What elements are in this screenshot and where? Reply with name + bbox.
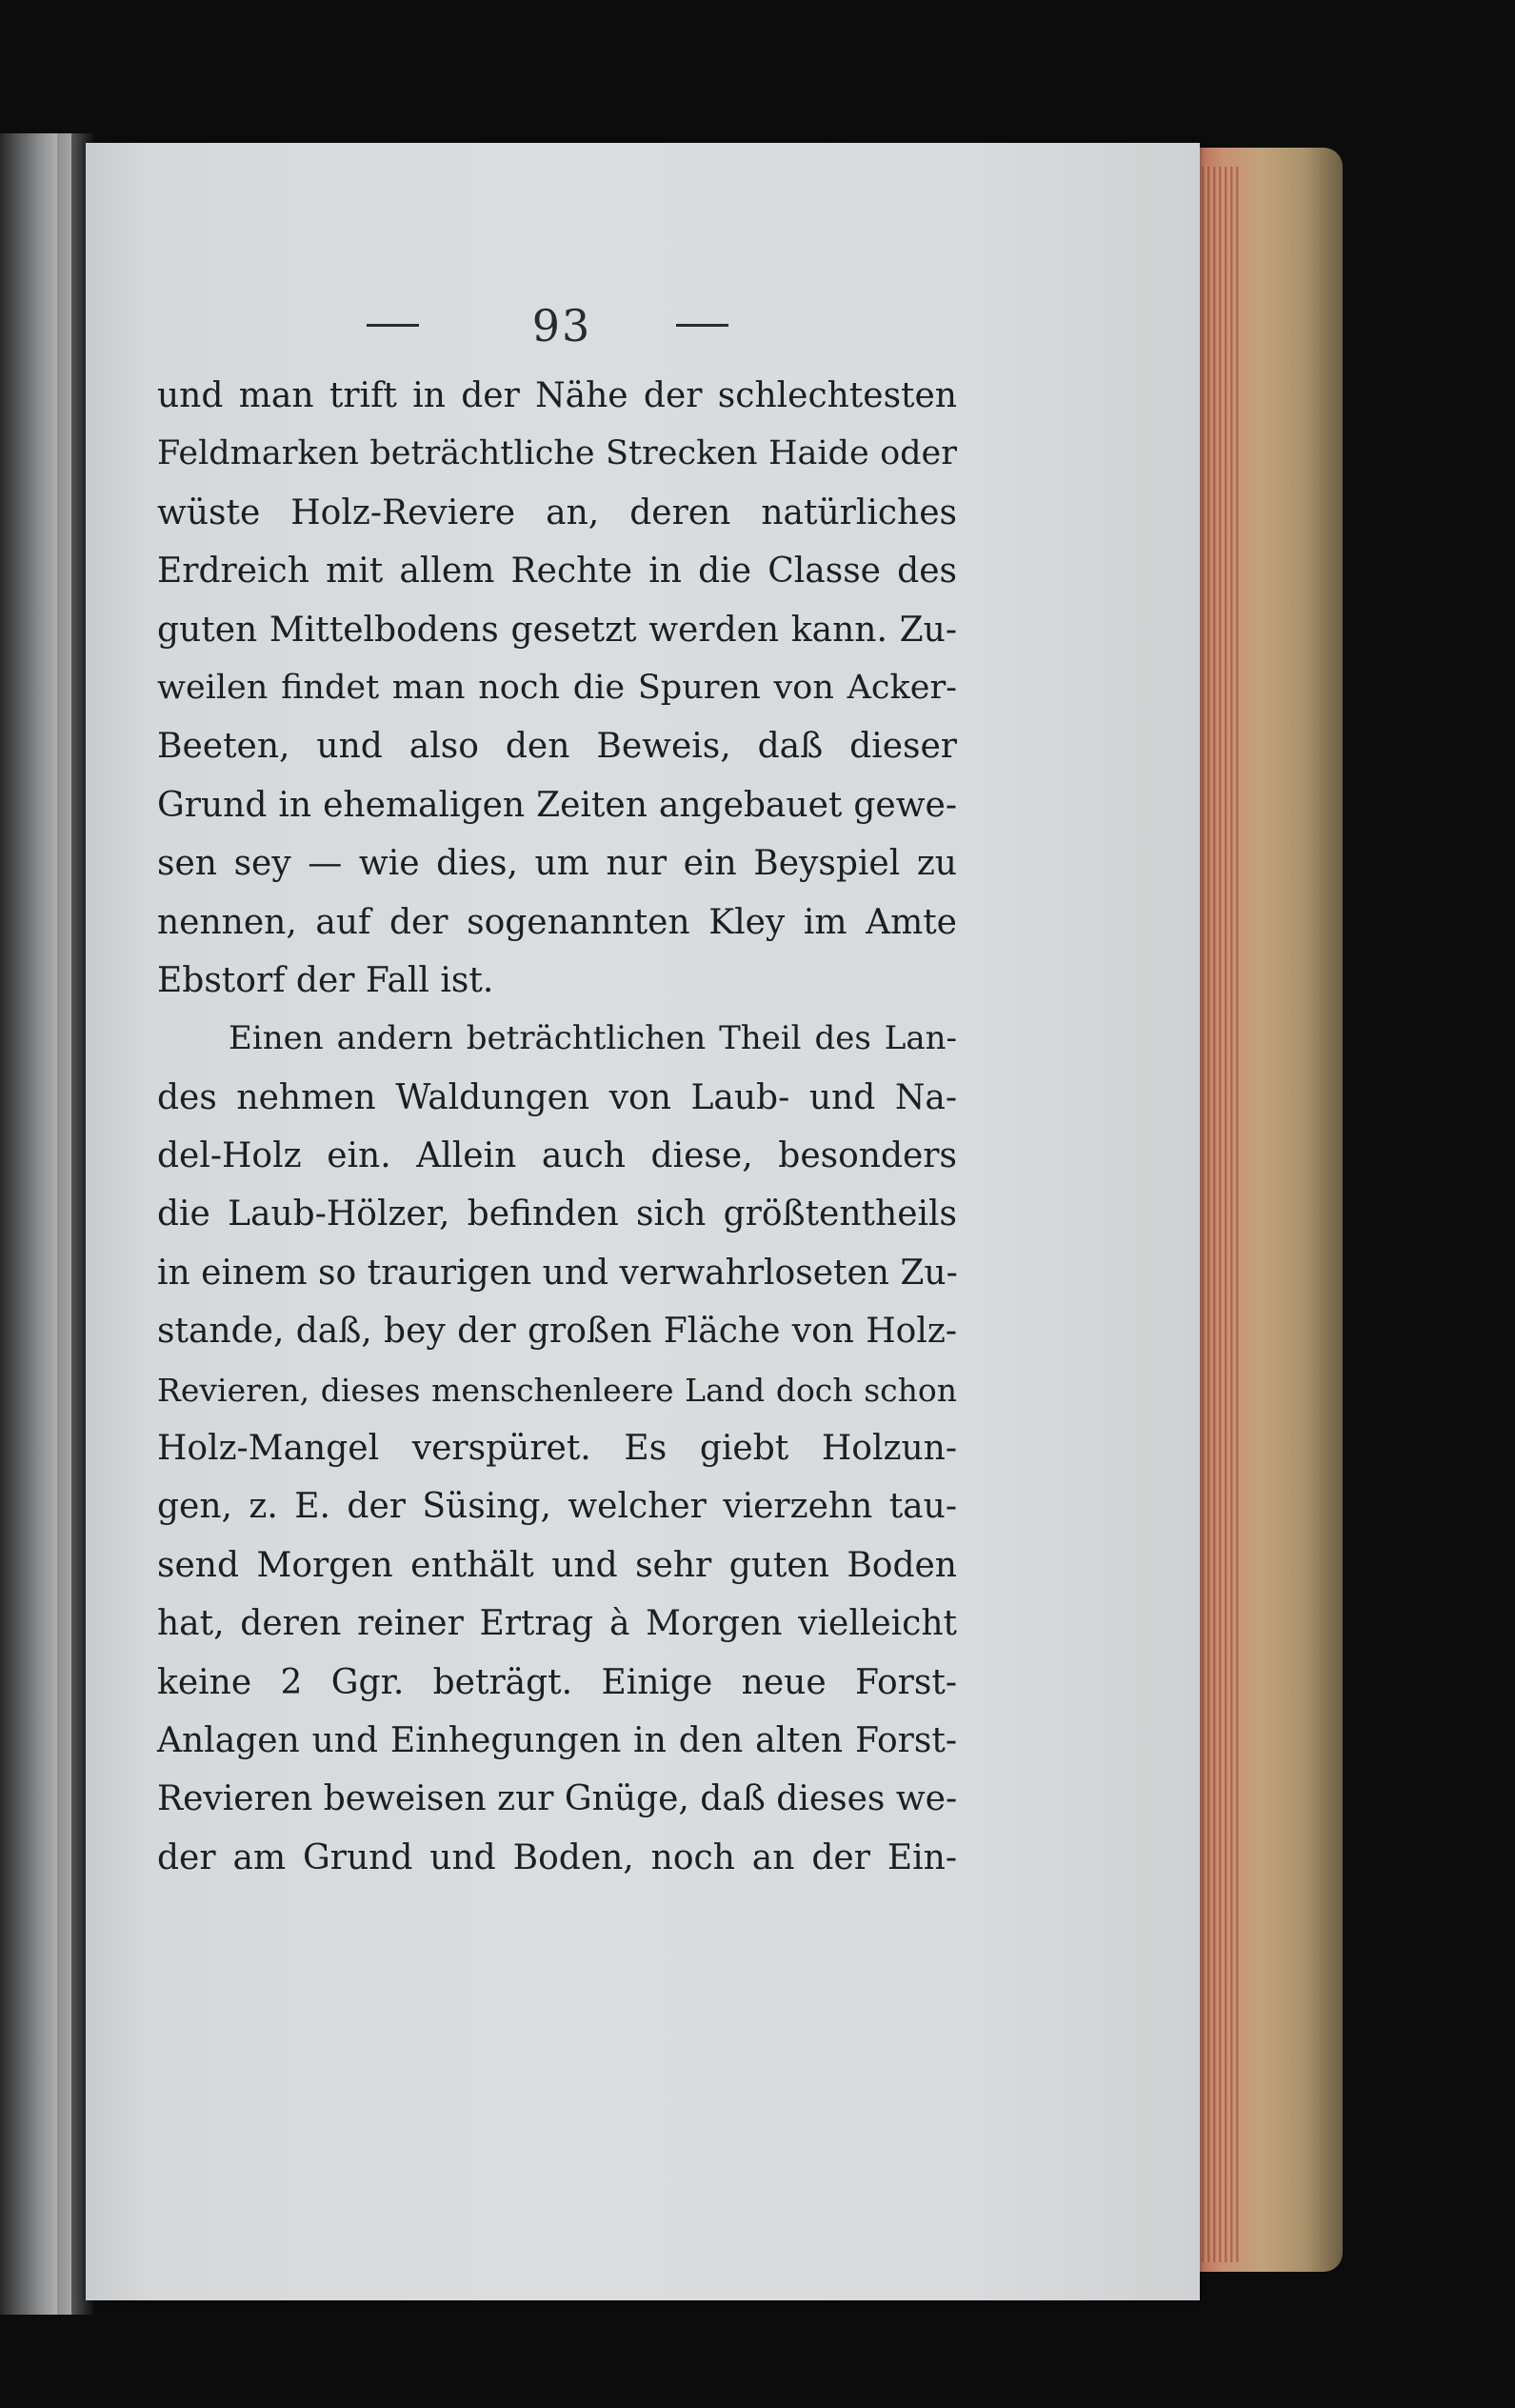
text-line: in einem so traurigen und verwahrloseten Zu- [157, 1253, 958, 1293]
text-line: weilen findet man noch die Spuren von Acker- [157, 668, 957, 707]
paragraph-1 [157, 367, 957, 1010]
text-line: stande, daß, bey der großen Fläche von Holz- [157, 1312, 957, 1352]
text-line: guten Mittelbodens gesetzt werden kann. Zu- [157, 610, 957, 650]
header-dash-left [367, 324, 419, 327]
paragraph-2 [157, 1010, 957, 1887]
text-line: Grund in ehemaligen Zeiten angebauet gewe- [157, 785, 957, 825]
text-line: Revieren beweisen zur Gnüge, daß dieses we- [157, 1779, 958, 1819]
text-line: gen, z. E. der Süsing, welcher vierzehn tau- [157, 1487, 957, 1527]
text-line: Erdreich mit allem Rechte in die Classe des [157, 552, 957, 592]
text-line: Ebstorf der Fall ist. [157, 960, 494, 1000]
text-line: Revieren, dieses menschenleere Land doch schon [157, 1371, 957, 1409]
text-line: die Laub-Hölzer, befinden sich größtentheils [157, 1194, 957, 1234]
text-line: nennen, auf der sogenannten Kley im Amte [157, 902, 957, 942]
header-dash-right [676, 324, 728, 327]
text-line: Beeten, und also den Beweis, daß dieser [157, 727, 957, 767]
text-line: wüste Holz-Reviere an, deren natürliches [157, 492, 957, 532]
text-line: sen sey — wie dies, um nur ein Beyspiel zu [157, 844, 957, 884]
text-line: und man trift in der Nähe der schlechtesten [157, 376, 957, 415]
book-page [86, 143, 1200, 2300]
text-line: keine 2 Ggr. beträgt. Einige neue Forst- [157, 1662, 957, 1702]
body-text [157, 367, 957, 1887]
text-line: Einen andern beträchtlichen Theil des Lan- [229, 1019, 957, 1058]
text-line: des nehmen Waldungen von Laub- und Na- [157, 1077, 957, 1117]
page-number: 93 [531, 300, 592, 351]
text-line: del-Holz ein. Allein auch diese, besonders [157, 1136, 957, 1176]
text-line: Holz-Mangel verspüret. Es giebt Holzun- [157, 1429, 957, 1469]
text-line: der am Grund und Boden, noch an der Ein- [157, 1837, 957, 1877]
page-edges [1202, 167, 1240, 2262]
text-line: Anlagen und Einhegungen in den alten Forst- [157, 1720, 957, 1760]
text-line: send Morgen enthält und sehr guten Boden [157, 1545, 957, 1585]
text-line: Feldmarken beträchtliche Strecken Haide oder [157, 434, 957, 473]
text-line: hat, deren reiner Ertrag à Morgen vielleicht [157, 1604, 957, 1644]
